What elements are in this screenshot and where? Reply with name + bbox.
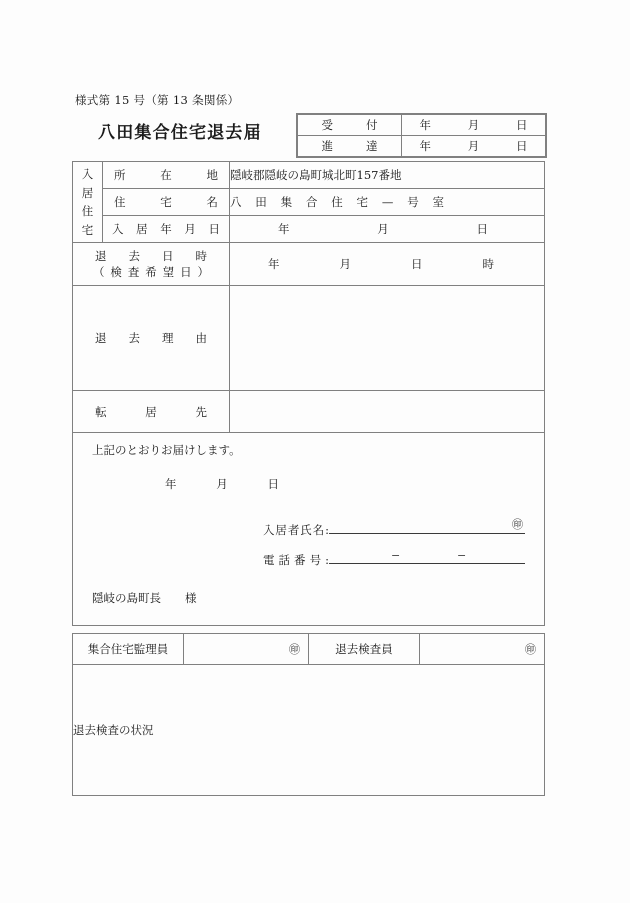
resident-name-label: 入居者氏名:	[263, 523, 329, 537]
statement-text: 上記のとおりお届けします。	[92, 443, 241, 457]
forward-date-ymd: 年月日	[419, 139, 528, 153]
telephone-label: 電話番号:	[263, 553, 329, 567]
seal-icon: ㊞	[289, 643, 300, 656]
moveout-value-cell[interactable]	[230, 243, 545, 286]
location-label-cell	[103, 162, 230, 189]
dwelling-group-char-2: 居	[81, 185, 94, 200]
table-row	[73, 189, 545, 216]
location-label: 所在地	[114, 168, 218, 182]
forward-label-cell	[298, 136, 402, 157]
receipt-box	[296, 113, 547, 158]
inspector-label: 退去検査員	[309, 634, 420, 665]
house-name-value	[230, 194, 444, 210]
house-name-label: 住宅名	[114, 195, 218, 209]
receipt-date-cell[interactable]	[402, 115, 546, 136]
reason-label: 退去理由	[95, 331, 207, 345]
moveout-datetime: 年月日時	[268, 257, 494, 271]
receipt-date-ymd: 年月日	[419, 118, 528, 132]
statement-block	[73, 433, 545, 626]
resident-name-row	[263, 520, 525, 538]
table-row	[73, 243, 545, 286]
forward-date-cell[interactable]	[402, 136, 546, 157]
movein-date-value-cell[interactable]	[230, 216, 545, 243]
house-name-prefix: 八田集合住宅	[230, 195, 382, 209]
seal-icon: ㊞	[512, 518, 523, 531]
table-row	[73, 162, 545, 189]
addressee	[92, 590, 197, 606]
table-row	[298, 115, 546, 136]
table-row	[73, 391, 545, 433]
inspection-status-label: 退去検査の状況	[73, 723, 154, 737]
main-form-table	[72, 161, 545, 626]
officials-table	[72, 633, 545, 796]
table-row	[73, 286, 545, 391]
house-name-label-cell	[103, 189, 230, 216]
dwelling-group-char-3: 住	[81, 204, 94, 218]
inspection-status-cell[interactable]	[73, 665, 545, 796]
table-row	[73, 433, 545, 626]
new-address-value[interactable]	[230, 391, 545, 433]
table-row	[73, 216, 545, 243]
moveout-label-line2: （検査希望日）	[93, 265, 209, 279]
dwelling-group-label	[73, 162, 103, 243]
location-value[interactable]: 隠岐郡隠岐の島町城北町157番地	[230, 162, 545, 189]
form-number: 様式第 15 号（第 13 条関係）	[75, 93, 240, 107]
house-name-value-cell[interactable]	[230, 189, 545, 216]
house-name-dash: —	[381, 195, 394, 209]
forward-label: 進達	[321, 139, 378, 153]
movein-date-ymd: 年月日	[278, 222, 488, 236]
receipt-label: 受付	[321, 118, 378, 132]
table-row	[73, 634, 545, 665]
seal-icon: ㊞	[525, 643, 536, 656]
movein-date-label: 入居年月日	[112, 222, 220, 236]
inspector-seal-cell[interactable]	[420, 634, 545, 665]
telephone-row	[263, 550, 525, 568]
resident-name-input[interactable]	[329, 520, 525, 534]
reason-label-cell	[73, 286, 230, 391]
telephone-input[interactable]	[329, 550, 525, 564]
moveout-label-line1: 退去日時	[95, 249, 207, 263]
movein-date-label-cell	[103, 216, 230, 243]
statement-date[interactable]: 年月日	[165, 477, 279, 491]
addressee-honorific: 様	[185, 591, 197, 605]
reason-value[interactable]	[230, 286, 545, 391]
new-address-label: 転居先	[95, 404, 207, 419]
telephone-dash-2: −	[457, 549, 467, 562]
supervisor-seal-cell[interactable]	[184, 634, 309, 665]
dwelling-group-char-1: 入	[81, 167, 94, 181]
receipt-label-cell	[298, 115, 402, 136]
house-name-suffix: 号室	[393, 195, 444, 209]
moveout-label-cell	[73, 243, 230, 286]
new-address-label-cell	[73, 391, 230, 433]
supervisor-label: 集合住宅監理員	[73, 634, 184, 665]
page-title: 八田集合住宅退去届	[98, 123, 262, 143]
dwelling-group-char-4: 宅	[81, 222, 94, 237]
telephone-dash-1: −	[391, 549, 401, 562]
table-row	[298, 136, 546, 157]
addressee-name: 隠岐の島町長	[92, 591, 161, 605]
table-row	[73, 665, 545, 796]
